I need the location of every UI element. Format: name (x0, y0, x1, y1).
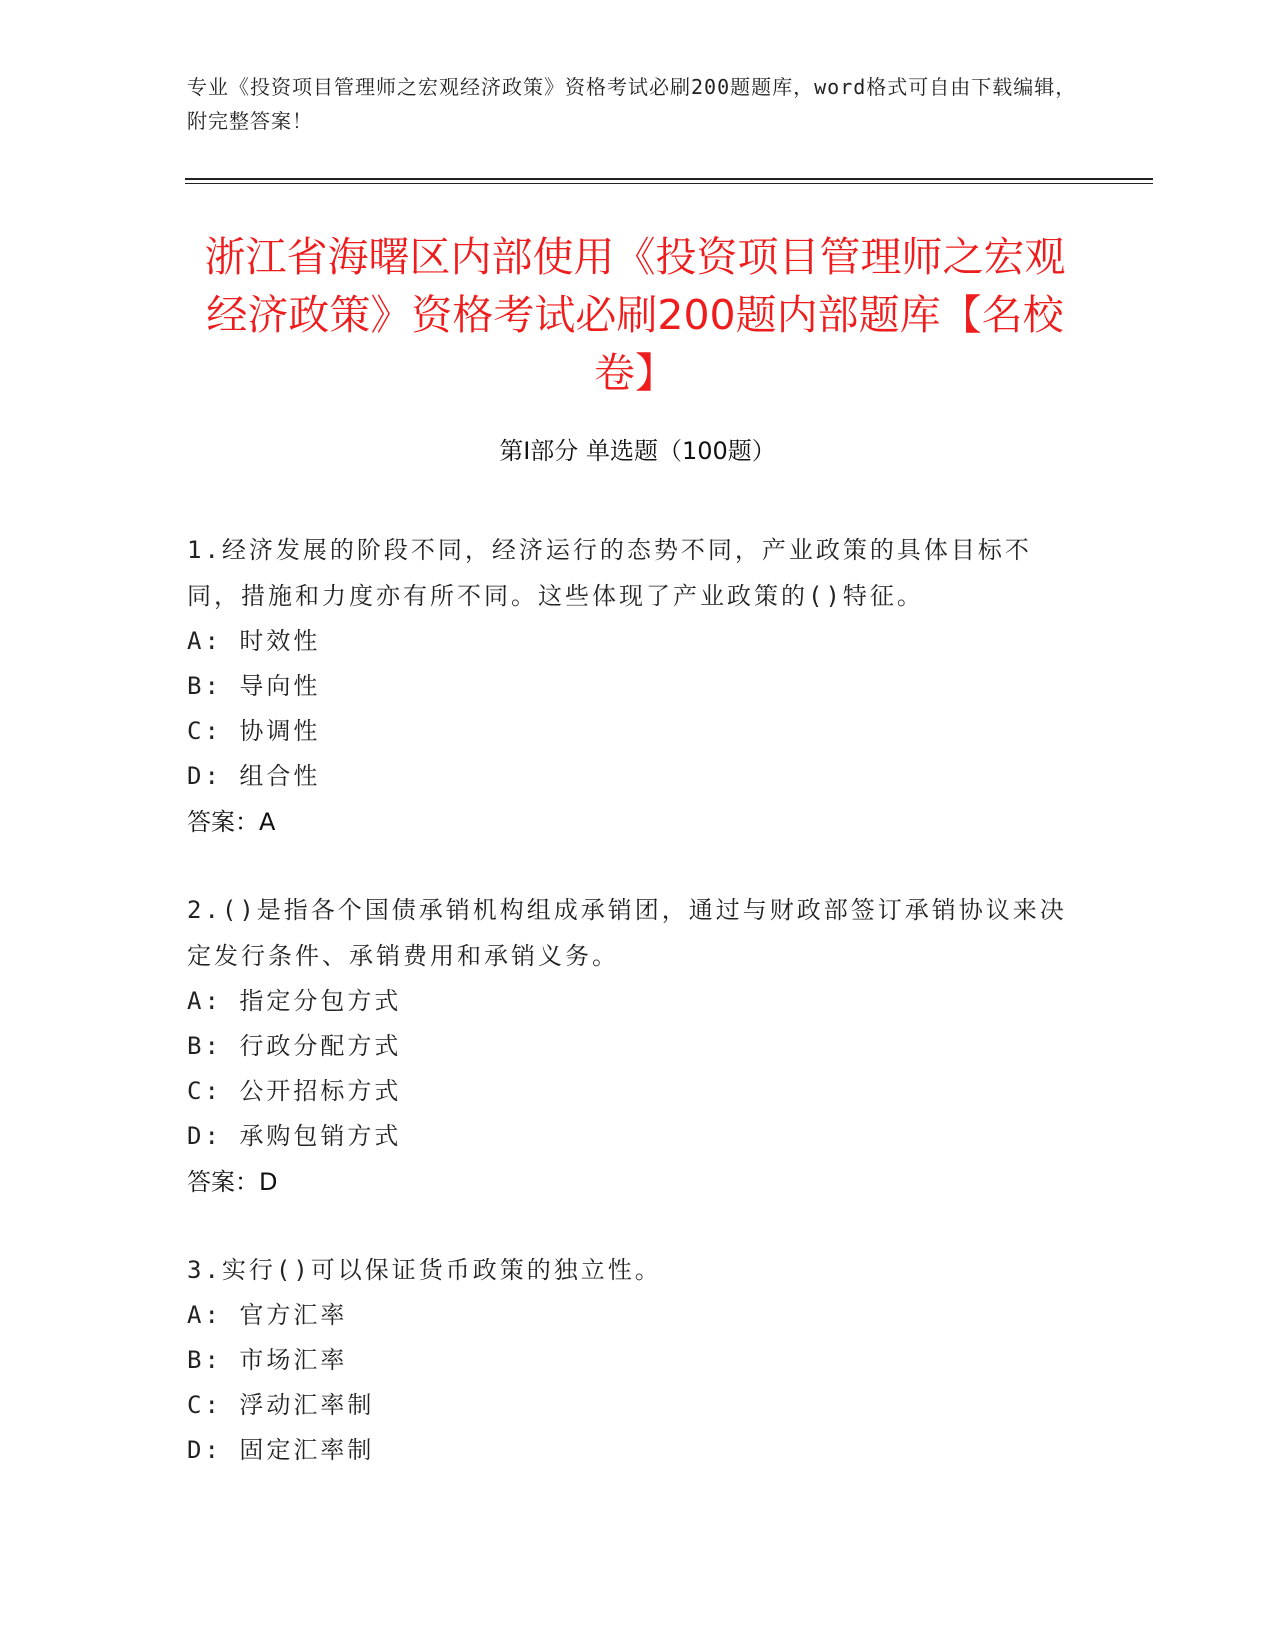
header-note: 专业《投资项目管理师之宏观经济政策》资格考试必刷200题题库，word格式可自由下载编辑，附完整答案！ (187, 75, 1077, 133)
option-b: B: 导向性 (187, 672, 321, 700)
option-b: B: 市场汇率 (187, 1346, 348, 1374)
option-c: C: 公开招标方式 (187, 1077, 402, 1105)
section-heading: 第I部分 单选题（100题） (499, 437, 776, 465)
question-3 (187, 1247, 1067, 1473)
question-list (187, 527, 1067, 1515)
question-1 (187, 527, 1067, 845)
document-title: 浙江省海曙区内部使用《投资项目管理师之宏观经济政策》资格考试必刷200题内部题库【名校卷】 (204, 233, 1066, 397)
answer-label: 答案：D (187, 1168, 278, 1196)
option-d: D: 组合性 (187, 762, 321, 790)
answer-label: 答案：A (187, 808, 276, 836)
option-a: A: 指定分包方式 (187, 987, 402, 1015)
option-c: C: 浮动汇率制 (187, 1391, 375, 1419)
option-d: D: 承购包销方式 (187, 1122, 402, 1150)
option-c: C: 协调性 (187, 717, 321, 745)
question-stem: 3.实行()可以保证货币政策的独立性。 (187, 1256, 662, 1284)
header-divider-thin (185, 183, 1153, 184)
option-a: A: 官方汇率 (187, 1301, 348, 1329)
question-stem: 2.()是指各个国债承销机构组成承销团，通过与财政部签订承销协议来决定发行条件、承销费用和承销义务。 (187, 896, 1067, 970)
option-a: A: 时效性 (187, 627, 321, 655)
option-d: D: 固定汇率制 (187, 1436, 375, 1464)
option-b: B: 行政分配方式 (187, 1032, 402, 1060)
header-divider-thick (185, 178, 1153, 180)
question-2 (187, 887, 1067, 1205)
question-stem: 1.经济发展的阶段不同，经济运行的态势不同，产业政策的具体目标不同，措施和力度亦有所不同。这些体现了产业政策的()特征。 (187, 536, 1032, 610)
